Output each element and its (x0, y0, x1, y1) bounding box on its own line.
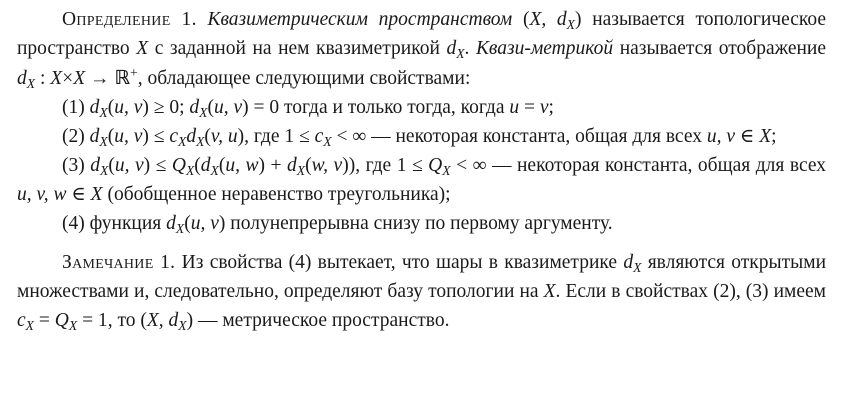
remark-paragraph: Замечание 1. Из свойства (4) вытекает, что шары в квазиметрике $d_X$ являются открытыми множествами и, следовательно, определяют базу топологии на X. Если в свойствах (2), (3) имеем $c_X = Q_X = 1$, то (X, $d_X$) — метрическое пространство. (17, 252, 827, 334)
property-1-text: тогда и только тогда, когда (284, 97, 505, 118)
property-2-text-b: — некоторая константа, общая для всех (371, 126, 702, 147)
definition-paragraph: Определение 1. Квазиметрическим пространством (X, $d_X$) называется топологическое пространство X с заданной на нем квазиметрикой $d_X$. Квази-метрикой называется отображение $d_X$ : X×X → ℝ+, обладающее следующими свойствами: (17, 9, 827, 92)
property-1: (1) $d_X(u$, v) ≥ 0; $d_X(u$, v) = 0 тогда и только тогда, когда u = v; (62, 97, 554, 121)
remark-text-4: , то (107, 310, 136, 331)
remark-text-3: . Если в свойствах (2), (3) имеем (555, 281, 826, 302)
property-3-text-a: , где (355, 155, 392, 176)
remark-heading: Замечание 1. (62, 252, 176, 273)
definition-heading: Определение 1. (62, 9, 197, 30)
property-4-text-a: функция (89, 213, 162, 234)
property-2-text-a: , где (244, 126, 280, 147)
remark-text-1: Из свойства (4) вытекает, что шары в квазиметрике (181, 252, 618, 273)
definition-text-3: называется отображение (619, 38, 827, 59)
definition-term-quasimetric: Квази-метрикой (475, 38, 614, 59)
property-3: (3) $d_X(u$, $v) \le Q_X(d_X(u$, $w) + d_X(w$, v)), где $1 \le Q_X$ < ∞ — некоторая константа, общая для всех u, v, w ∈ X (обобщенное неравенство треугольника); (17, 155, 826, 205)
property-4-text-b: полунепрерывна снизу по первому аргументу. (230, 213, 613, 234)
remark-text-5: — метрическое пространство. (197, 310, 450, 331)
definition-text-4: , обладающее следующими свойствами: (137, 68, 471, 89)
property-4: (4) функция $d_X(u$, v) полунепрерывна снизу по первому аргументу. (62, 213, 613, 237)
definition-text-2: с заданной на нем квазиметрикой (154, 38, 440, 59)
definition-term-quasimetric-space: Квазиметрическим пространством (207, 9, 513, 30)
property-2: (2) $d_X(u$, $v) \le c_Xd_X(v$, u), где $1 \le c_X$ < ∞ — некоторая константа, общая для всех u, v ∈ X; (62, 126, 777, 150)
property-3-text-b: — некоторая константа, общая для всех (492, 155, 826, 176)
property-3-text-c: (обобщенное неравенство треугольника); (107, 184, 451, 205)
remark-text-2: являются открытыми множествами и, следовательно, определяют базу топологии на (17, 252, 827, 302)
definition-text-1: называется топологическое пространство (17, 9, 827, 59)
